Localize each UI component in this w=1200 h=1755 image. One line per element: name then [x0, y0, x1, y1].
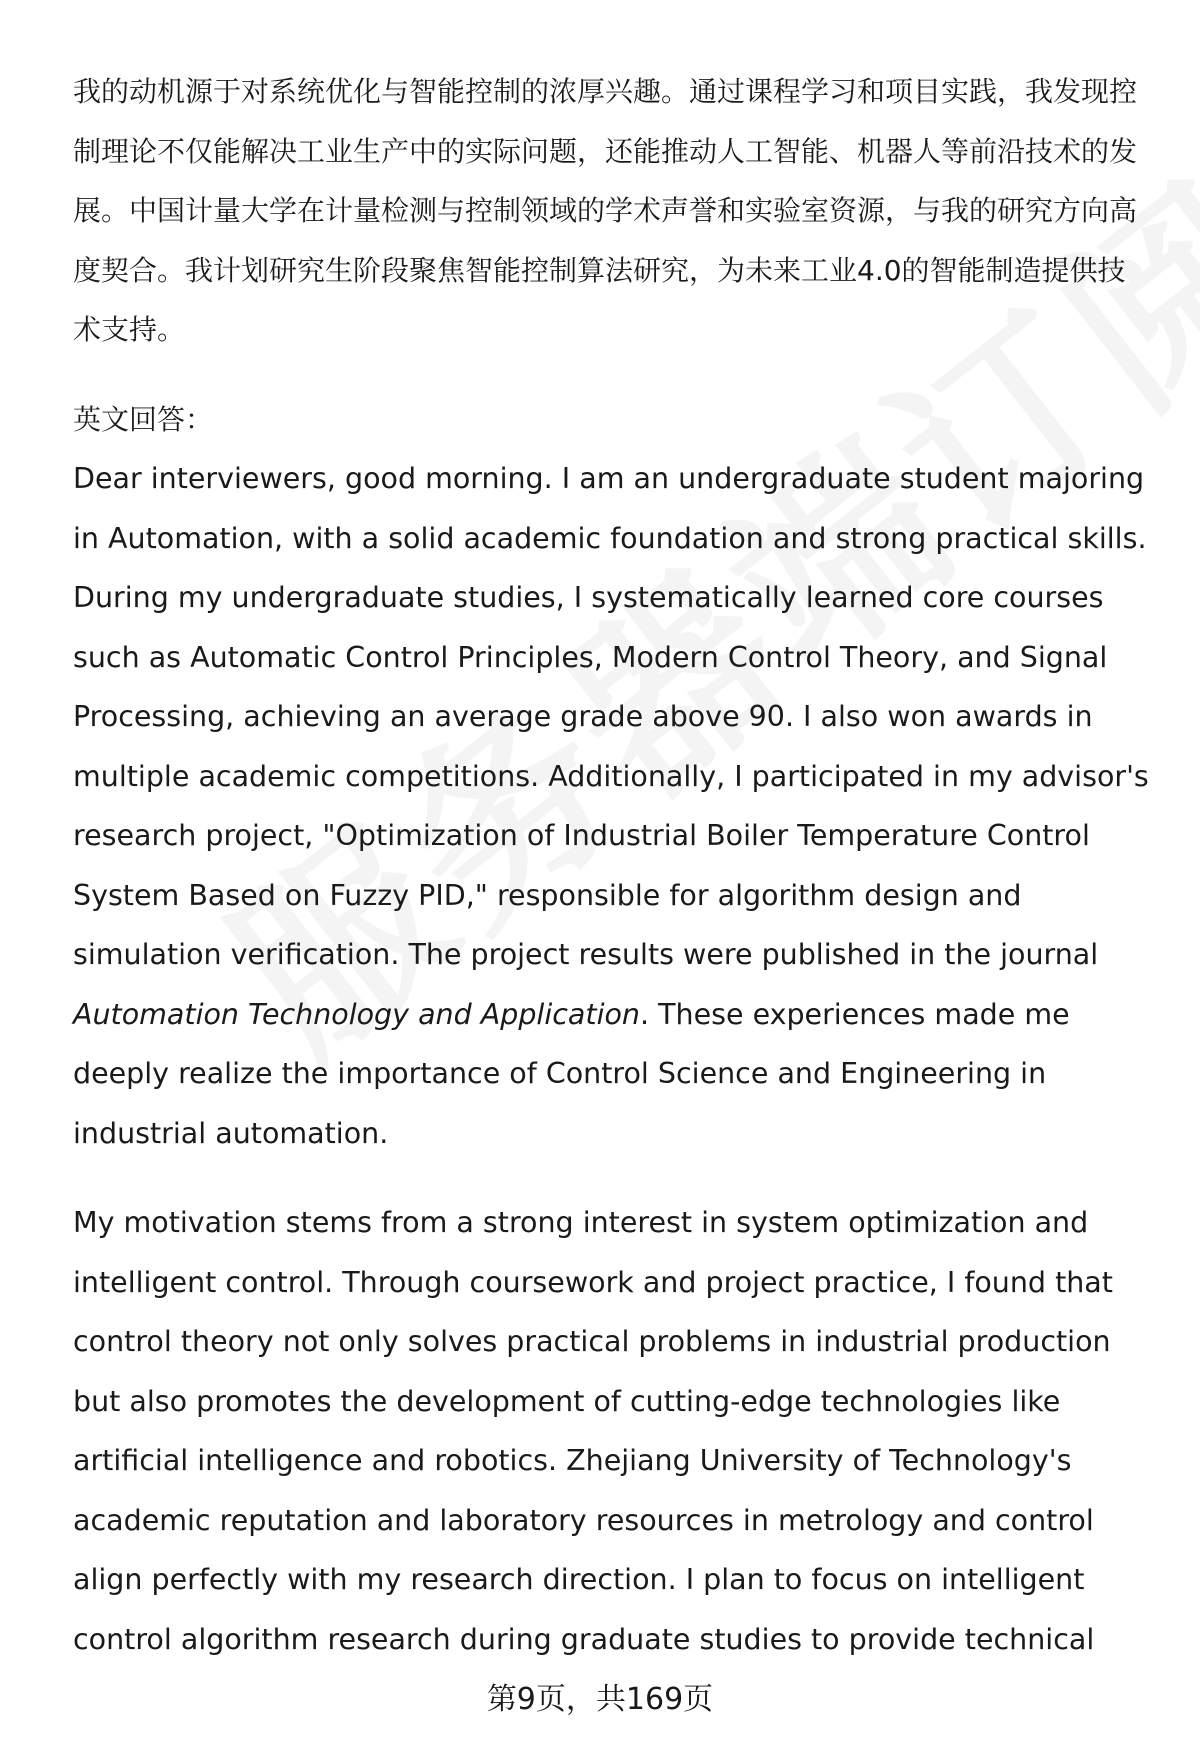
- paragraph-1-text-before-journal: Dear interviewers, good morning. I am an undergraduate student majoring in Automation, with a solid academic foundation and strong practical skills. During my undergraduate studies, I systematically learned core courses such as Automatic Control Principles, Modern Control Theory, and Signal Processing, achieving an average grade above 90. I also won awards in multiple academic competitions. Additionally, I participated in my advisor's research project, "Optimization of Industrial Boiler Temperature Control System Based on Fuzzy PID," responsible for algorithm design and simulation verification. The project results were published in the journal: [73, 462, 1149, 971]
- english-answer-label: 英文回答：: [73, 402, 214, 436]
- document-page: [73, 62, 1153, 1669]
- page-indicator: 第9页，共169页: [486, 1682, 714, 1717]
- chinese-answer-paragraph: 我的动机源于对系统优化与智能控制的浓厚兴趣。通过课程学习和项目实践，我发现控制理论不仅能解决工业生产中的实际问题，还能推动人工智能、机器人等前沿技术的发展。中国计量大学在计量检测与控制领域的学术声誉和实验室资源，与我的研究方向高度契合。我计划研究生阶段聚焦智能控制算法研究，为未来工业4.0的智能制造提供技术支持。: [73, 75, 1138, 346]
- paragraph-gap: [73, 1163, 1153, 1193]
- paragraph-1-text-after-journal: . These experiences made me deeply realize the importance of Control Science and Engineering in industrial automation.: [73, 997, 1070, 1150]
- english-answer-paragraph-2: My motivation stems from a strong interest in system optimization and intelligent control. Through coursework and project practice, I found that control theory not only solves practical problems in industrial production but also promotes the development of cutting-edge technologies like artificial intelligence and robotics. Zhejiang University of Technology's academic reputation and laboratory resources in metrology and control align perfectly with my research direction. I plan to focus on intelligent control algorithm research during graduate studies to provide technical: [73, 1206, 1113, 1656]
- english-answer-paragraph-1: [73, 449, 1153, 1163]
- journal-title: Automation Technology and Application: [73, 997, 640, 1031]
